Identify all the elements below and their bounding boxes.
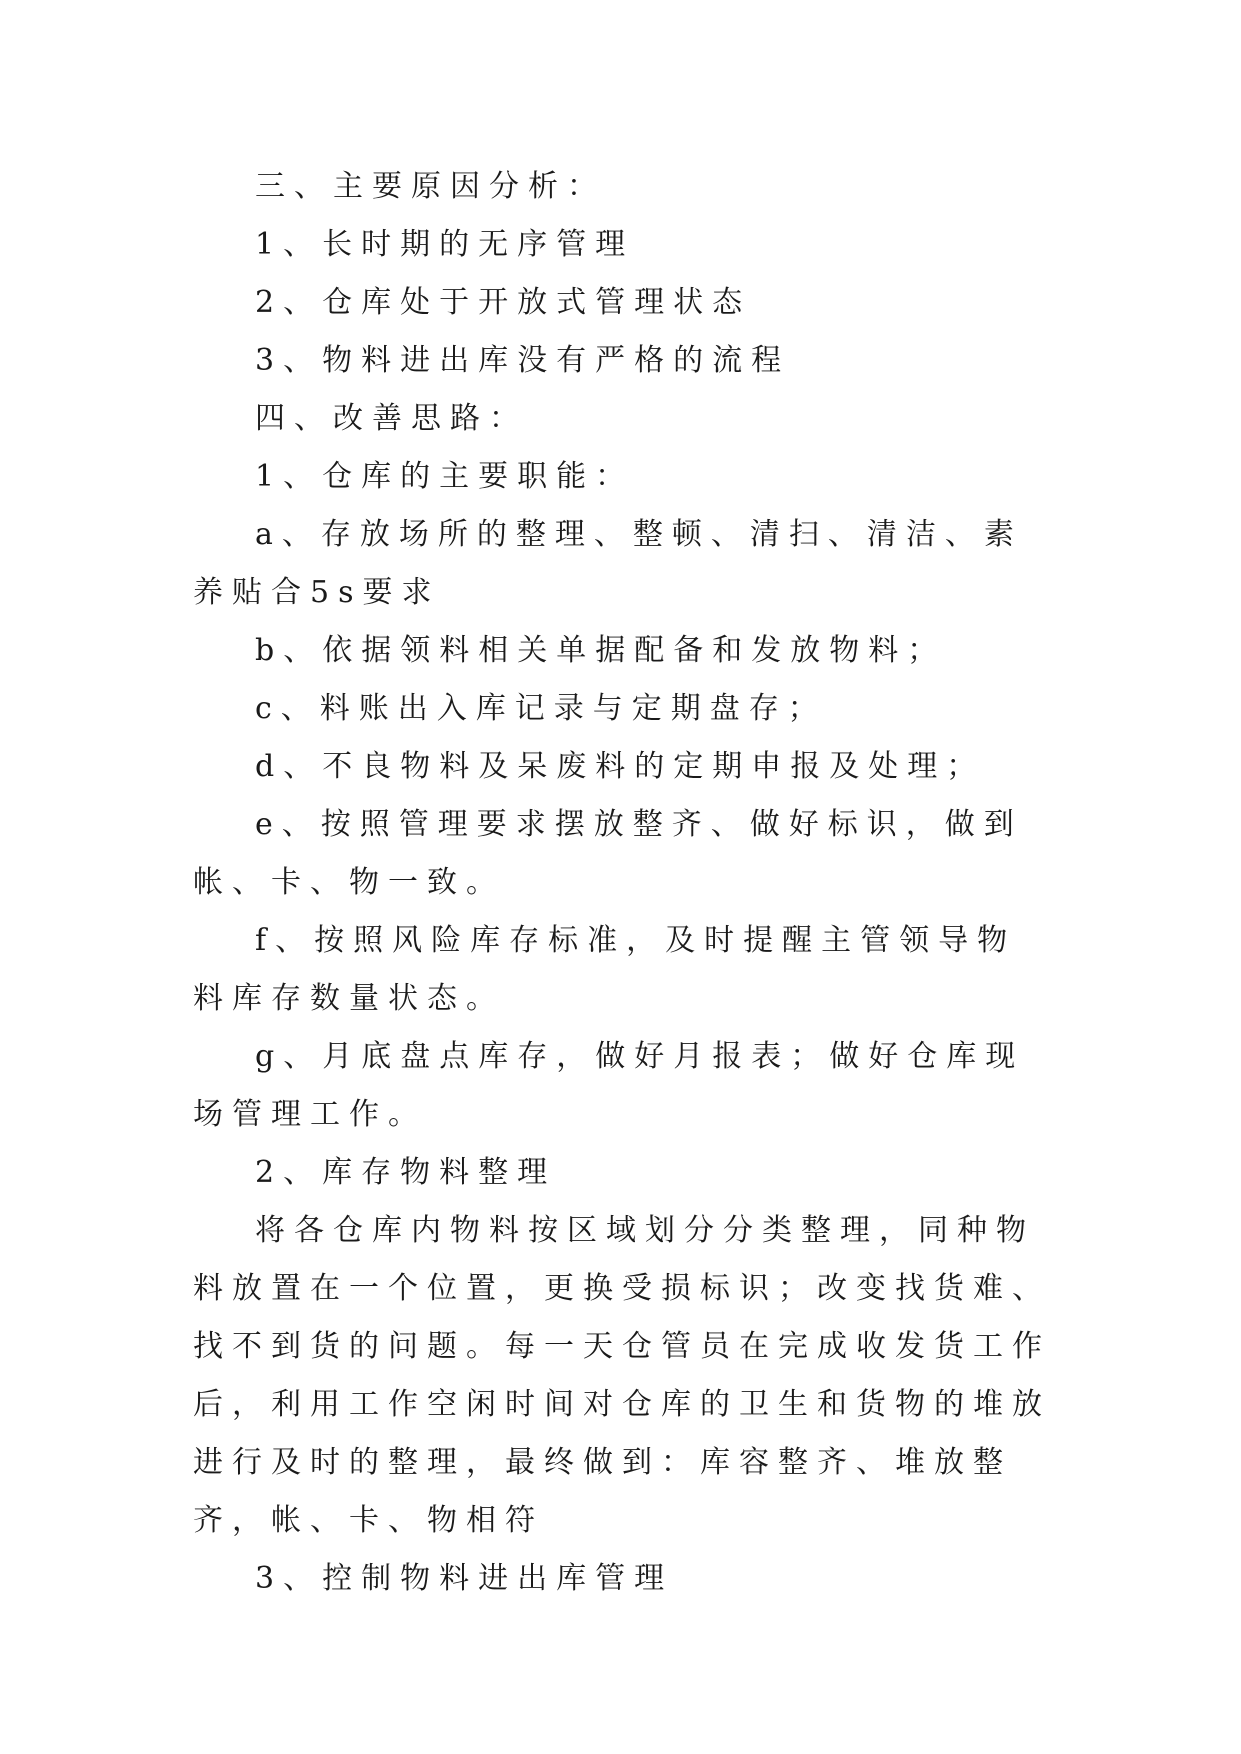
paragraph-reason-3: 3、物料进出库没有严格的流程 xyxy=(255,343,791,378)
paragraph-inventory-heading: 2、库存物料整理 xyxy=(255,1155,557,1190)
paragraph-reason-2: 2、仓库处于开放式管理状态 xyxy=(255,285,752,320)
paragraph-section-3-heading: 三、主要原因分析： xyxy=(255,169,606,204)
paragraph-function-b: b、依据领料相关单据配备和发放物料； xyxy=(255,633,947,668)
paragraph-control-heading: 3、控制物料进出库管理 xyxy=(255,1561,674,1596)
paragraph-function-d: d、不良物料及呆废料的定期申报及处理； xyxy=(255,749,986,784)
paragraph-function-g: g、月底盘点库存，做好月报表；做好仓库现场管理工作。 xyxy=(193,1039,1025,1132)
paragraph-function-f: f、按照风险库存标准，及时提醒主管领导物料库存数量状态。 xyxy=(193,923,1017,1016)
paragraph-function-c: c、料账出入库记录与定期盘存； xyxy=(255,691,827,726)
paragraph-section-4-heading: 四、改善思路： xyxy=(255,401,528,436)
paragraph-function-a: a、存放场所的整理、整顿、清扫、清洁、素养贴合5s要求 xyxy=(193,517,1023,610)
paragraph-functions-heading: 1、仓库的主要职能： xyxy=(255,459,635,494)
paragraph-reason-1: 1、长时期的无序管理 xyxy=(255,227,635,262)
paragraph-inventory-body: 将各仓库内物料按区域划分分类整理，同种物料放置在一个位置，更换受损标识；改变找货难、找不到货的问题。每一天仓管员在完成收发货工作后，利用工作空闲时间对仓库的卫生和货物的堆放进行及时的整理，最终做到：库容整齐、堆放整齐，帐、卡、物相符 xyxy=(193,1213,1051,1538)
document-body xyxy=(193,158,1055,1608)
paragraph-function-e: e、按照管理要求摆放整齐、做好标识，做到帐、卡、物一致。 xyxy=(193,807,1023,900)
